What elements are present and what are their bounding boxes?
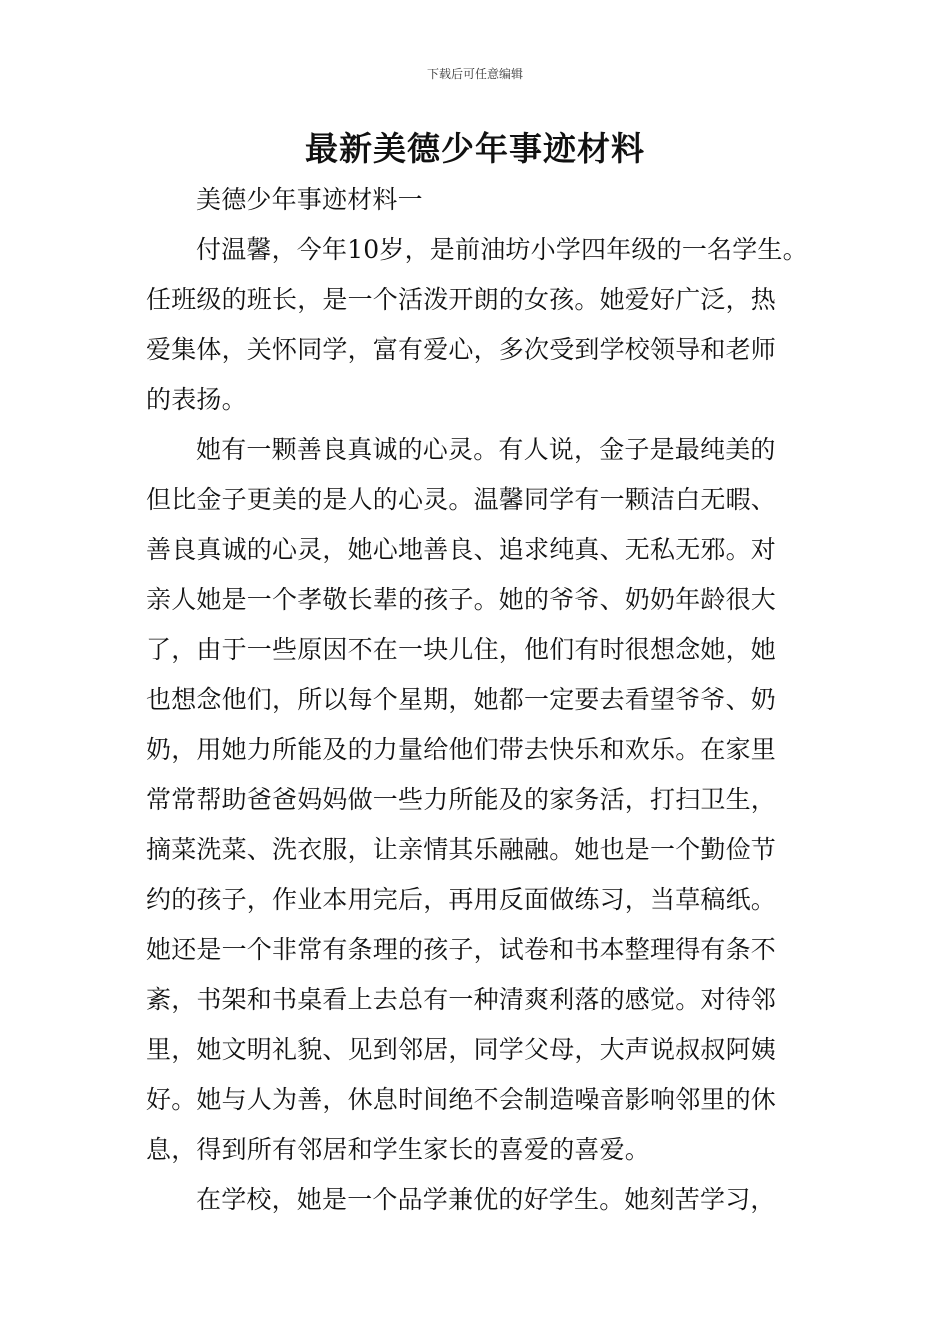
paragraph-line: 常常帮助爸爸妈妈做一些力所能及的家务活，打扫卫生， bbox=[146, 785, 777, 814]
section-heading: 美德少年事迹材料一 bbox=[196, 185, 423, 214]
paragraph-line: 任班级的班长，是一个活泼开朗的女孩。她爱好广泛，热 bbox=[146, 285, 777, 314]
paragraph-line: 善良真诚的心灵，她心地善良、追求纯真、无私无邪。对 bbox=[146, 535, 777, 564]
paragraph-line: 付温馨，今年10岁，是前油坊小学四年级的一名学生。 bbox=[196, 235, 808, 264]
paragraph-line: 在学校，她是一个品学兼优的好学生。她刻苦学习， bbox=[196, 1185, 776, 1214]
paragraph-line: 约的孩子，作业本用完后，再用反面做练习，当草稿纸。 bbox=[146, 885, 777, 914]
paragraph-line: 亲人她是一个孝敬长辈的孩子。她的爷爷、奶奶年龄很大 bbox=[146, 585, 777, 614]
paragraph-line: 紊，书架和书桌看上去总有一种清爽利落的感觉。对待邻 bbox=[146, 985, 777, 1014]
paragraph-line: 摘菜洗菜、洗衣服，让亲情其乐融融。她也是一个勤俭节 bbox=[146, 835, 777, 864]
paragraph-line: 她还是一个非常有条理的孩子，试卷和书本整理得有条不 bbox=[146, 935, 777, 964]
document-body bbox=[146, 175, 808, 1225]
paragraph-line: 她有一颗善良真诚的心灵。有人说，金子是最纯美的 bbox=[196, 435, 776, 464]
paragraph-line: 爱集体，关怀同学，富有爱心，多次受到学校领导和老师 bbox=[146, 335, 777, 364]
header-note: 下载后可任意编辑 bbox=[426, 67, 523, 81]
paragraph-line: 的表扬。 bbox=[146, 385, 247, 414]
paragraph-line: 好。她与人为善，休息时间绝不会制造噪音影响邻里的休 bbox=[146, 1085, 777, 1114]
paragraph-line: 也想念他们，所以每个星期，她都一定要去看望爷爷、奶 bbox=[146, 685, 777, 714]
paragraph-line: 了，由于一些原因不在一块儿住，他们有时很想念她，她 bbox=[146, 635, 777, 664]
paragraph-line: 奶，用她力所能及的力量给他们带去快乐和欢乐。在家里 bbox=[146, 735, 777, 764]
paragraph-line: 但比金子更美的是人的心灵。温馨同学有一颗洁白无暇、 bbox=[146, 485, 777, 514]
paragraph-line: 息，得到所有邻居和学生家长的喜爱的喜爱。 bbox=[146, 1135, 651, 1164]
paragraph-line: 里，她文明礼貌、见到邻居，同学父母，大声说叔叔阿姨 bbox=[146, 1035, 777, 1064]
document-title: 最新美德少年事迹材料 bbox=[305, 129, 645, 168]
